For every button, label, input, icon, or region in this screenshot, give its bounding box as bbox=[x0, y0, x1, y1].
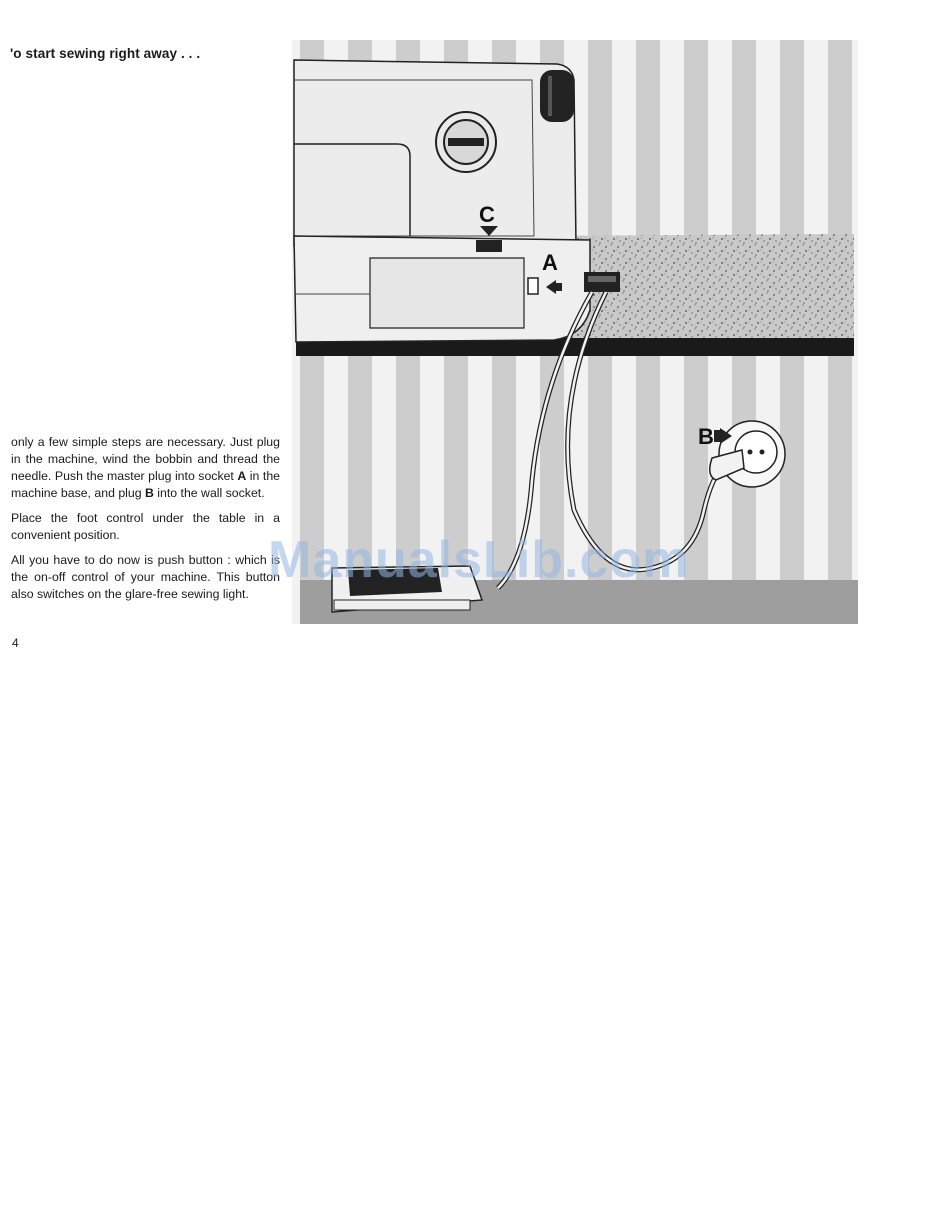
sewing-machine-illustration bbox=[292, 40, 858, 624]
p1-text-1: only a few simple steps are necessary. Just plug in the machine, wind the bobbin and thread the needle. Push the master plug into socket bbox=[11, 435, 280, 483]
label-b: B bbox=[698, 424, 714, 449]
page-number: 4 bbox=[12, 636, 19, 650]
label-a: A bbox=[542, 250, 558, 275]
socket-a-ref: A bbox=[237, 469, 247, 483]
page-heading: 'o start sewing right away . . . bbox=[10, 46, 201, 61]
paragraph-1 bbox=[11, 434, 280, 502]
p1-text-3: into the wall socket. bbox=[153, 486, 265, 500]
label-c: C bbox=[479, 202, 495, 227]
watermark: ManualsLib.com bbox=[268, 531, 690, 589]
paragraph-2: Place the foot control under the table in a convenient position. bbox=[11, 511, 280, 542]
plug-b-ref: B bbox=[145, 486, 154, 500]
instructions-text bbox=[11, 434, 280, 611]
p1-text-2: in the machine base, and plug bbox=[11, 469, 281, 500]
paragraph-3: All you have to do now is push button : which is the on-off control of your machine. This button also switches on the glare-free sewing light. bbox=[11, 553, 280, 601]
